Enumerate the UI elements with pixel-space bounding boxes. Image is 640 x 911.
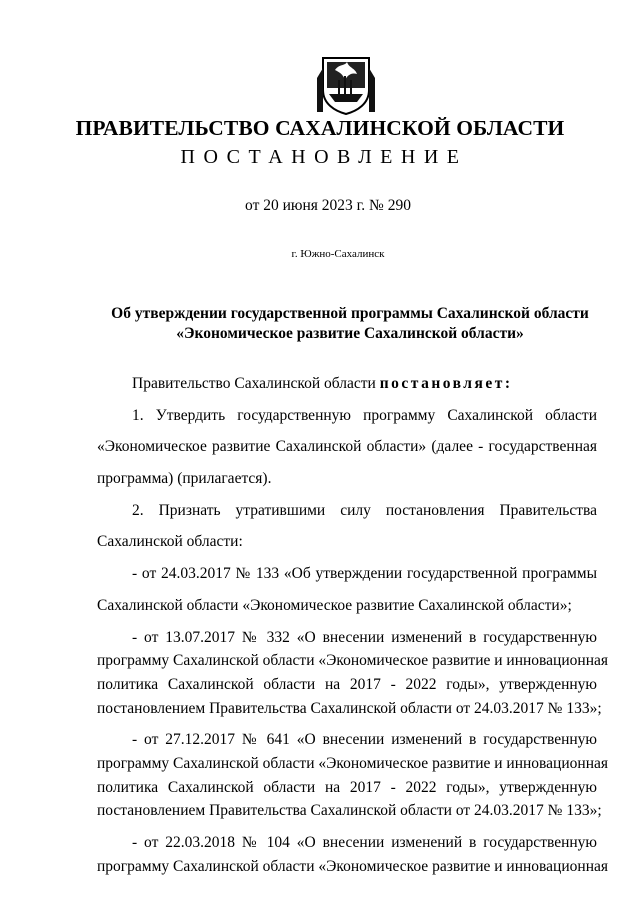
document-subject	[100, 304, 600, 344]
government-name: ПРАВИТЕЛЬСТВО САХАЛИНСКОЙ ОБЛАСТИ	[75, 116, 565, 140]
city: г. Южно-Сахалинск	[291, 248, 385, 260]
subject-line: Об утверждении государственной программы Сахалинской области	[111, 305, 589, 322]
paragraph-line: политика Сахалинской области на 2017 - 2022 годы», утвержденную	[97, 675, 597, 693]
paragraph-line: Сахалинской области:	[97, 533, 243, 551]
paragraph-line: - от 22.03.2018 № 104 «О внесении изменений в государственную	[132, 834, 597, 851]
document-body	[97, 372, 608, 878]
paragraph-line: 2. Признать утратившими силу постановления Правительства	[132, 501, 597, 519]
coat-of-arms-icon	[317, 56, 375, 116]
preamble-text: Правительство Сахалинской области	[132, 375, 376, 392]
paragraph-line: программа) (прилагается).	[97, 470, 272, 488]
paragraph-line: программу Сахалинской области «Экономическое развитие и инновационная	[97, 857, 608, 875]
paragraph-line: 1. Утвердить государственную программу Сахалинской области	[132, 406, 597, 424]
date-and-number: от 20 июня 2023 г. № 290	[245, 197, 411, 214]
document-type: ПОСТАНОВЛЕНИЕ	[180, 146, 468, 168]
paragraph-line: «Экономическое развитие Сахалинской области» (далее - государственная	[97, 438, 597, 456]
subject-line: «Экономическое развитие Сахалинской области»	[176, 325, 524, 342]
paragraph-line: - от 27.12.2017 № 641 «О внесении изменений в государственную	[132, 731, 597, 749]
preamble	[97, 372, 597, 396]
paragraph-line: - от 13.07.2017 № 332 «О внесении изменений в государственную	[132, 628, 597, 646]
paragraph-line: политика Сахалинской области на 2017 - 2022 годы», утвержденную	[97, 778, 597, 796]
paragraph-line: постановлением Правительства Сахалинской области от 24.03.2017 № 133»;	[97, 699, 602, 717]
paragraph-line: программу Сахалинской области «Экономическое развитие и инновационная	[97, 754, 608, 772]
paragraph-line: постановлением Правительства Сахалинской области от 24.03.2017 № 133»;	[97, 802, 602, 820]
paragraph-line: программу Сахалинской области «Экономическое развитие и инновационная	[97, 652, 608, 670]
paragraph-line: - от 24.03.2017 № 133 «Об утверждении государственной программы	[132, 565, 597, 583]
paragraph-line: Сахалинской области «Экономическое развитие Сахалинской области»;	[97, 596, 572, 614]
preamble-action: постановляет:	[379, 375, 513, 392]
